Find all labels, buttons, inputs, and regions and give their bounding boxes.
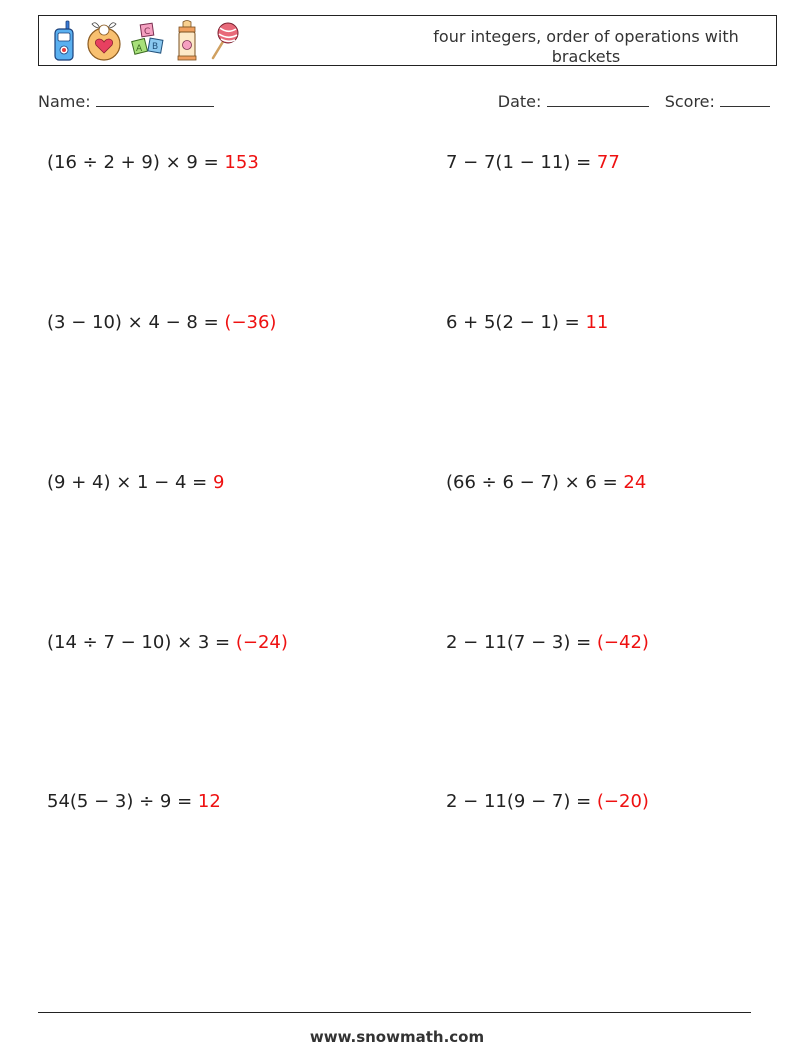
problem-answer: 24 xyxy=(623,472,647,493)
problem-answer: (−36) xyxy=(224,312,277,333)
svg-text:A: A xyxy=(136,44,143,54)
name-blank[interactable] xyxy=(96,92,214,107)
walkie-talkie-icon xyxy=(51,20,77,62)
problem-10 xyxy=(446,791,649,813)
problem-8 xyxy=(446,632,649,654)
problem-5 xyxy=(47,472,224,494)
problem-answer: 153 xyxy=(224,152,259,173)
problem-1 xyxy=(47,152,259,174)
problem-answer: 12 xyxy=(197,791,221,812)
problem-2 xyxy=(446,152,620,174)
problem-expression: (66 ÷ 6 − 7) × 6 = xyxy=(446,472,624,493)
problem-expression: (9 + 4) × 1 − 4 = xyxy=(47,472,213,493)
footer-site-link[interactable]: www.snowmath.com xyxy=(309,1028,485,1046)
problem-answer: 77 xyxy=(596,152,620,173)
lollipop-icon xyxy=(207,20,241,62)
problem-7 xyxy=(47,632,288,654)
baby-bottle-icon xyxy=(175,20,199,62)
problem-9 xyxy=(47,791,221,813)
problem-answer: 9 xyxy=(212,472,225,493)
problem-expression: 2 − 11(9 − 7) = xyxy=(446,791,597,812)
score-blank[interactable] xyxy=(720,92,770,107)
problem-answer: (−20) xyxy=(596,791,649,812)
problem-answer: (−24) xyxy=(235,632,288,653)
worksheet-title: four integers, order of operations with brackets xyxy=(433,27,739,66)
problem-answer: 11 xyxy=(585,312,609,333)
problem-expression: (14 ÷ 7 − 10) × 3 = xyxy=(47,632,236,653)
date-label: Date: xyxy=(497,92,542,111)
problem-expression: 2 − 11(7 − 3) = xyxy=(446,632,597,653)
problem-expression: (3 − 10) × 4 − 8 = xyxy=(47,312,225,333)
problem-expression: 7 − 7(1 − 11) = xyxy=(446,152,597,173)
svg-text:C: C xyxy=(144,27,151,37)
date-blank[interactable] xyxy=(547,92,649,107)
svg-text:B: B xyxy=(152,42,159,52)
score-label: Score: xyxy=(664,92,715,111)
problem-expression: 54(5 − 3) ÷ 9 = xyxy=(47,791,198,812)
worksheet-header xyxy=(38,15,777,66)
footer-divider xyxy=(38,1012,751,1013)
problem-4 xyxy=(446,312,608,334)
problem-expression: 6 + 5(2 − 1) = xyxy=(446,312,586,333)
problem-3 xyxy=(47,312,276,334)
problem-answer: (−42) xyxy=(596,632,649,653)
baby-bib-icon xyxy=(85,20,123,62)
problem-expression: (16 ÷ 2 + 9) × 9 = xyxy=(47,152,225,173)
name-label: Name: xyxy=(38,92,91,111)
date-score-fields xyxy=(498,92,770,111)
name-field xyxy=(38,92,214,111)
abc-blocks-icon xyxy=(131,20,167,62)
header-icons xyxy=(51,20,241,62)
problem-6 xyxy=(446,472,646,494)
